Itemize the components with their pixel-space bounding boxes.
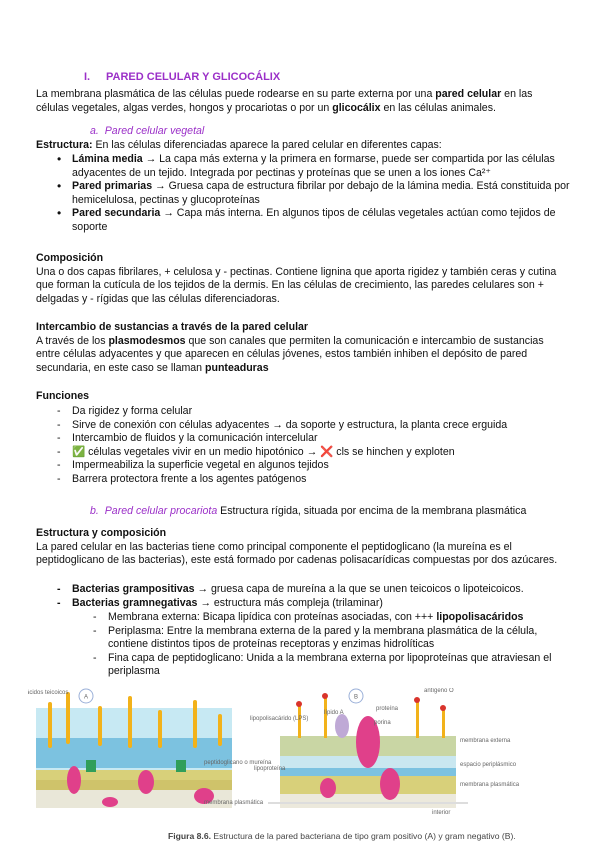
teichoic-acid — [98, 706, 102, 746]
list-item: - Da rigidez y forma celular — [57, 405, 193, 417]
svg-text:interior: interior — [432, 810, 451, 816]
svg-text:lipoproteína: lipoproteína — [254, 766, 286, 772]
svg-text:membrana externa: membrana externa — [460, 738, 511, 744]
capas-list — [57, 152, 572, 235]
list-item: - Membrana externa: Bicapa lipídica con proteínas asociadas, con +++ lipopolisacáridos — [93, 611, 524, 623]
svg-text:B: B — [353, 694, 359, 701]
membrane-protein — [67, 766, 81, 794]
svg-text:antígeno O: antígeno O — [424, 688, 454, 694]
lipoteichoic-anchor — [176, 760, 186, 772]
bacterias-list — [57, 583, 572, 610]
lps-chain — [324, 698, 327, 738]
svg-text:lípido A: lípido A — [324, 710, 344, 716]
teichoic-acid — [218, 714, 222, 746]
list-item: • Pared primarias → Gruesa capa de estructura fibrilar por debajo de la lámina media. Está constituida por hemicelulosa, pectinas y glucoproteínas — [57, 179, 570, 206]
svg-text:espacio periplásmico: espacio periplásmico — [460, 762, 517, 768]
membrane-b — [280, 776, 456, 794]
list-item: • Pared secundaria → Capa más interna. En algunos tipos de células vegetales actúan como tejidos de soporte — [57, 206, 556, 233]
lps-chain — [442, 710, 445, 738]
o-antigen — [296, 701, 302, 707]
section-title: I. PARED CELULAR Y GLICOCÁLIX — [84, 71, 281, 83]
composicion-block: Composición Una o dos capas fibrilares, + celulosa y - pectinas. Contiene lignina que aporta rigidez y también ceras y cutina que forman la cutícula de los tejidos de la dermis. En las células de crecimiento, las paredes celulares son + delgadas y - rígidas que las células diferenciadoras. — [36, 252, 557, 305]
svg-text:membrana plasmática: membrana plasmática — [204, 800, 264, 806]
svg-text:proteína: proteína — [376, 706, 399, 712]
thin-peptidoglycan — [280, 768, 456, 776]
gramneg-list — [93, 611, 568, 679]
lps-chain — [416, 702, 419, 738]
intercambio-block: Intercambio de sustancias a través de la pared celular A través de los plasmodesmos que son canales que permiten la comunicación e intercambio de sustancias entre células adyacentes y que aparecen en células jóvenes, estos también inhiben el depósito de pared secundaria, en este caso se llaman punteaduras — [36, 321, 544, 374]
o-antigen — [440, 705, 446, 711]
subsection-a-title: a. Pared celular vegetal — [90, 125, 205, 137]
svg-text:peptidoglicano o mureína: peptidoglicano o mureína — [204, 760, 272, 766]
lipid-a — [335, 714, 349, 738]
list-item: - Fina capa de peptidoglicano: Unida a la membrana externa por lipoproteínas que atraviesan el periplasma — [93, 651, 552, 678]
teichoic-acid — [158, 710, 162, 748]
membrane-protein — [320, 778, 336, 798]
list-item: - Bacterias gramnegativas → estructura más compleja (trilaminar) — [57, 596, 383, 609]
funciones-heading: Funciones — [36, 390, 89, 402]
svg-text:ácidos teicoicos: ácidos teicoicos — [28, 690, 69, 696]
list-item: - Periplasma: Entre la membrana externa de la pared y la membrana plasmática de la célula, contiene distintos tipos de proteínas receptoras y enzimas hidrolíticas — [93, 624, 538, 651]
peptidoglycan-layer — [36, 738, 232, 768]
o-antigen — [414, 697, 420, 703]
membrane-protein — [138, 770, 154, 794]
svg-text:membrana plasmática: membrana plasmática — [460, 782, 520, 788]
figure-illustration — [28, 688, 576, 816]
list-item: • Lámina media → La capa más externa y la primera en formarse, puede ser compartida por las células adyacentes de un tejido. Integrada por pectinas y proteínas que se unen a los iones Ca²⁺ — [57, 152, 555, 179]
list-item: - Bacterias grampositivas → gruesa capa de mureína a la que se unen teicoicos o lipoteicoicos. — [57, 583, 524, 595]
membrane-a-top — [36, 770, 232, 780]
svg-text:A: A — [83, 694, 89, 701]
bacterial-wall-figure — [28, 688, 576, 816]
lipoteichoic-anchor — [86, 760, 96, 772]
o-antigen — [322, 693, 328, 699]
panel-b-baseline — [268, 802, 468, 804]
list-item: - Impermeabiliza la superficie vegetal en algunos tejidos — [57, 459, 329, 472]
teichoic-acid — [193, 700, 197, 748]
teichoic-acid — [128, 696, 132, 748]
teichoic-acid — [48, 702, 52, 748]
lps-chain — [298, 706, 301, 738]
estructura-line: Estructura: En las células diferenciadas aparece la pared celular en diferentes capas: — [36, 139, 442, 151]
list-item: - Intercambio de fluidos y la comunicación intercelular — [57, 432, 318, 445]
figure-caption: Figura 8.6. Estructura de la pared bacteriana de tipo gram positivo (A) y gram negativo (B). — [168, 831, 516, 841]
funciones-list — [57, 405, 572, 487]
panel-b-interior — [280, 794, 456, 808]
list-item: - ✅ células vegetales vivir en un medio hipotónico → ❌ cls se hinchen y exploten — [57, 445, 455, 458]
svg-text:lipopolisacárido (LPS): lipopolisacárido (LPS) — [250, 716, 309, 722]
list-item: - Barrera protectora frente a los agentes patógenos — [57, 472, 307, 485]
svg-text:porina: porina — [374, 720, 391, 726]
membrane-protein — [380, 768, 400, 800]
estructura-composicion-block: Estructura y composición La pared celular en las bacterias tiene como principal componente el peptidoglicano (la mureína es el peptidoglicano de las bacterias), este está formado por cadenas polisacarídicas compuestas por dos azúcares. — [36, 527, 558, 567]
list-item: - Sirve de conexión con células adyacentes → da soporte y estructura, la planta crece erguida — [57, 418, 508, 431]
membrane-protein — [102, 797, 118, 807]
subsection-b-line: b. Pared celular procariota Estructura rígida, situada por encima de la membrana plasmática — [90, 505, 527, 517]
intro-paragraph: La membrana plasmática de las células puede rodearse en su parte externa por una pared celular en las células vegetales, algas verdes, hongos y procariotas o por un glicocálix en las células animales. — [36, 88, 533, 114]
teichoic-acid — [66, 692, 70, 744]
